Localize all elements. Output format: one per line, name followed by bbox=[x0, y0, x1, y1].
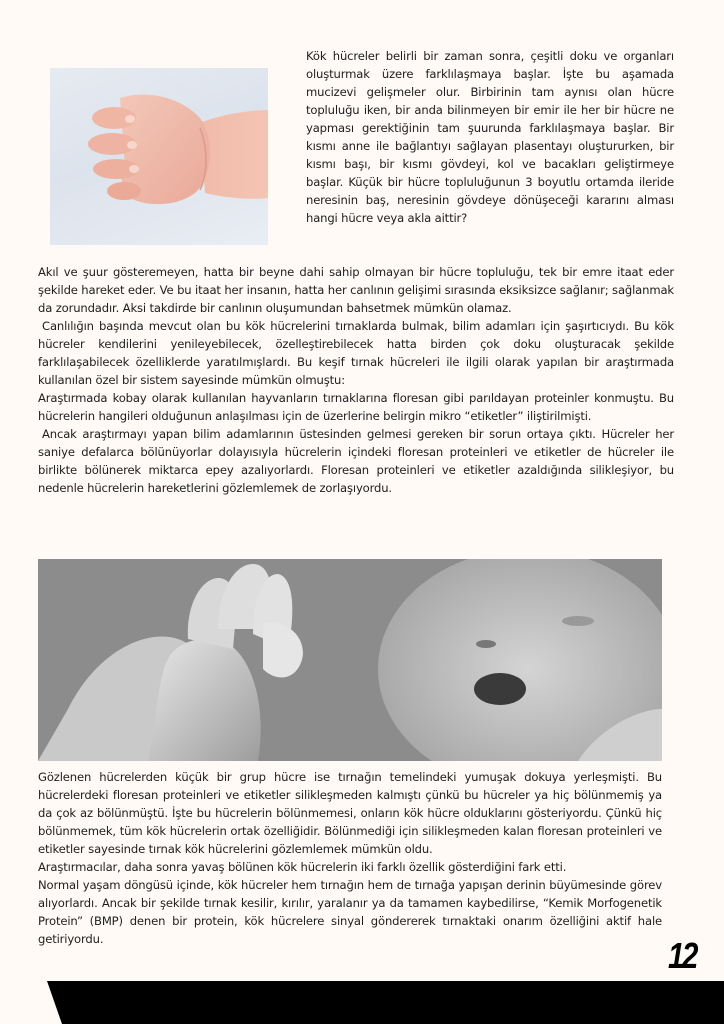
article-body bbox=[38, 263, 674, 497]
footer-shape bbox=[47, 981, 724, 1024]
footer-bar bbox=[0, 981, 724, 1024]
baby-hand-photo bbox=[50, 68, 268, 245]
article-conclusion bbox=[38, 768, 662, 948]
paragraph: Canlılığın başında mevcut olan bu kök hücrelerini tırnaklarda bulmak, bilim adamları için şaşırtıcıydı. Bu kök hücreler kendilerini yenileyebilecek, özelleştirebilecek hatta birden çok doku oluşturacak şekilde farklılaşabilecek özelliklerde yaratılmışlardı. Bu keşif tırnak hücreleri ile ilgili olarak yapılan bir araştırmada kullanılan özel bir sistem sayesinde mümkün olmuştu: bbox=[38, 319, 674, 387]
baby-grasping-finger-photo bbox=[38, 559, 662, 761]
paragraph: Normal yaşam döngüsü içinde, kök hücreler hem tırnağın hem de tırnağa yapışan derinin büyümesinde görev alıyorlardı. Ancak bir şekilde tırnak kesilir, kırılır, yaralanır ya da tamamen kaybedilirse, “Kemik Morfogenetik Protein” (BMP) denen bir protein, kök hücrelere sinyal göndererek tırnaktaki onarım özelliğini aktif hale getiriyordu. bbox=[38, 878, 662, 946]
page-number: 12 bbox=[668, 935, 696, 976]
paragraph: Gözlenen hücrelerden küçük bir grup hücre ise tırnağın temelindeki yumuşak dokuya yerleşmişti. Bu hücrelerdeki floresan proteinleri ve etiketler silikleşmeden kalmıştı çünkü bu hücreler ya hiç bölünmemiş ya da çok az bölünmüştü. İşte bu hücrelerin bölünmemesi, onların kök hücre olduklarını gösteriyordu. Çünkü hiç bölünmemek, tüm kök hücrelerin ortak özelliğidir. Bölünmediği için silikleşmeden kalan floresan proteinleri ve etiketler sayesinde tırnak kök hücrelerini gözlemlemek mümkün oldu. bbox=[38, 770, 662, 856]
article-intro bbox=[306, 47, 674, 227]
paragraph: Araştırmada kobay olarak kullanılan hayvanların tırnaklarına floresan gibi parıldayan proteinler konmuştu. Bu hücrelerin hangileri olduğunun anlaşılması için de üzerlerine belirgin mikro “etiketler” iliştirilmişti. bbox=[38, 391, 674, 423]
paragraph: Akıl ve şuur gösteremeyen, hatta bir beyne dahi sahip olmayan bir hücre topluluğu, tek bir emre itaat eder şekilde hareket eder. Ve bu itaat her insanın, hatta her canlının gelişimi sırasında eksiksizce sağlanır; sağlanmak da zorundadır. Aksi takdirde bir canlının oluşumundan bahsetmek mümkün olamaz. bbox=[38, 265, 674, 315]
paragraph: Ancak araştırmayı yapan bilim adamlarının üstesinden gelmesi gereken bir sorun ortaya çıktı. Hücreler her saniye defalarca bölünüyorlar dolayısıyla hücrelerin içindeki floresan proteinleri ve etiketler de hücreler ile birlikte bölünerek miktarca epey azalıyorlardı. Floresan proteinleri ve etiketler azaldığında silikleşiyor, bu nedenle hücrelerin hareketlerini gözlemlemek de zorlaşıyordu. bbox=[38, 427, 674, 495]
baby-hand-illustration bbox=[50, 68, 268, 245]
paragraph: Araştırmacılar, daha sonra yavaş bölünen kök hücrelerin iki farklı özellik gösterdiğini fark etti. bbox=[38, 860, 567, 874]
grasp-illustration bbox=[38, 559, 662, 761]
paragraph: Kök hücreler belirli bir zaman sonra, çeşitli doku ve organları oluşturmak üzere farklılaşmaya başlar. İşte bu aşamada mucizevi gelişmeler olur. Birbirinin tam aynısı olan hücre topluluğu iken, bir anda bilinmeyen bir emir ile her bir hücre ne yapması gerektiğinin tam şuurunda farklılaşmaya başlar. Bir kısmı anne ile bağlantıyı sağlayan plasentayı oluştururken, bir kısmı başı, bir kısmı gövdeyi, kol ve bacakları geliştirmeye başlar. Küçük bir hücre topluluğunun 3 boyutlu ortamda ileride neresinin baş, neresinin gövdeye dönüşeceği kararını alması hangi hücre veya akla aittir? bbox=[306, 49, 674, 225]
